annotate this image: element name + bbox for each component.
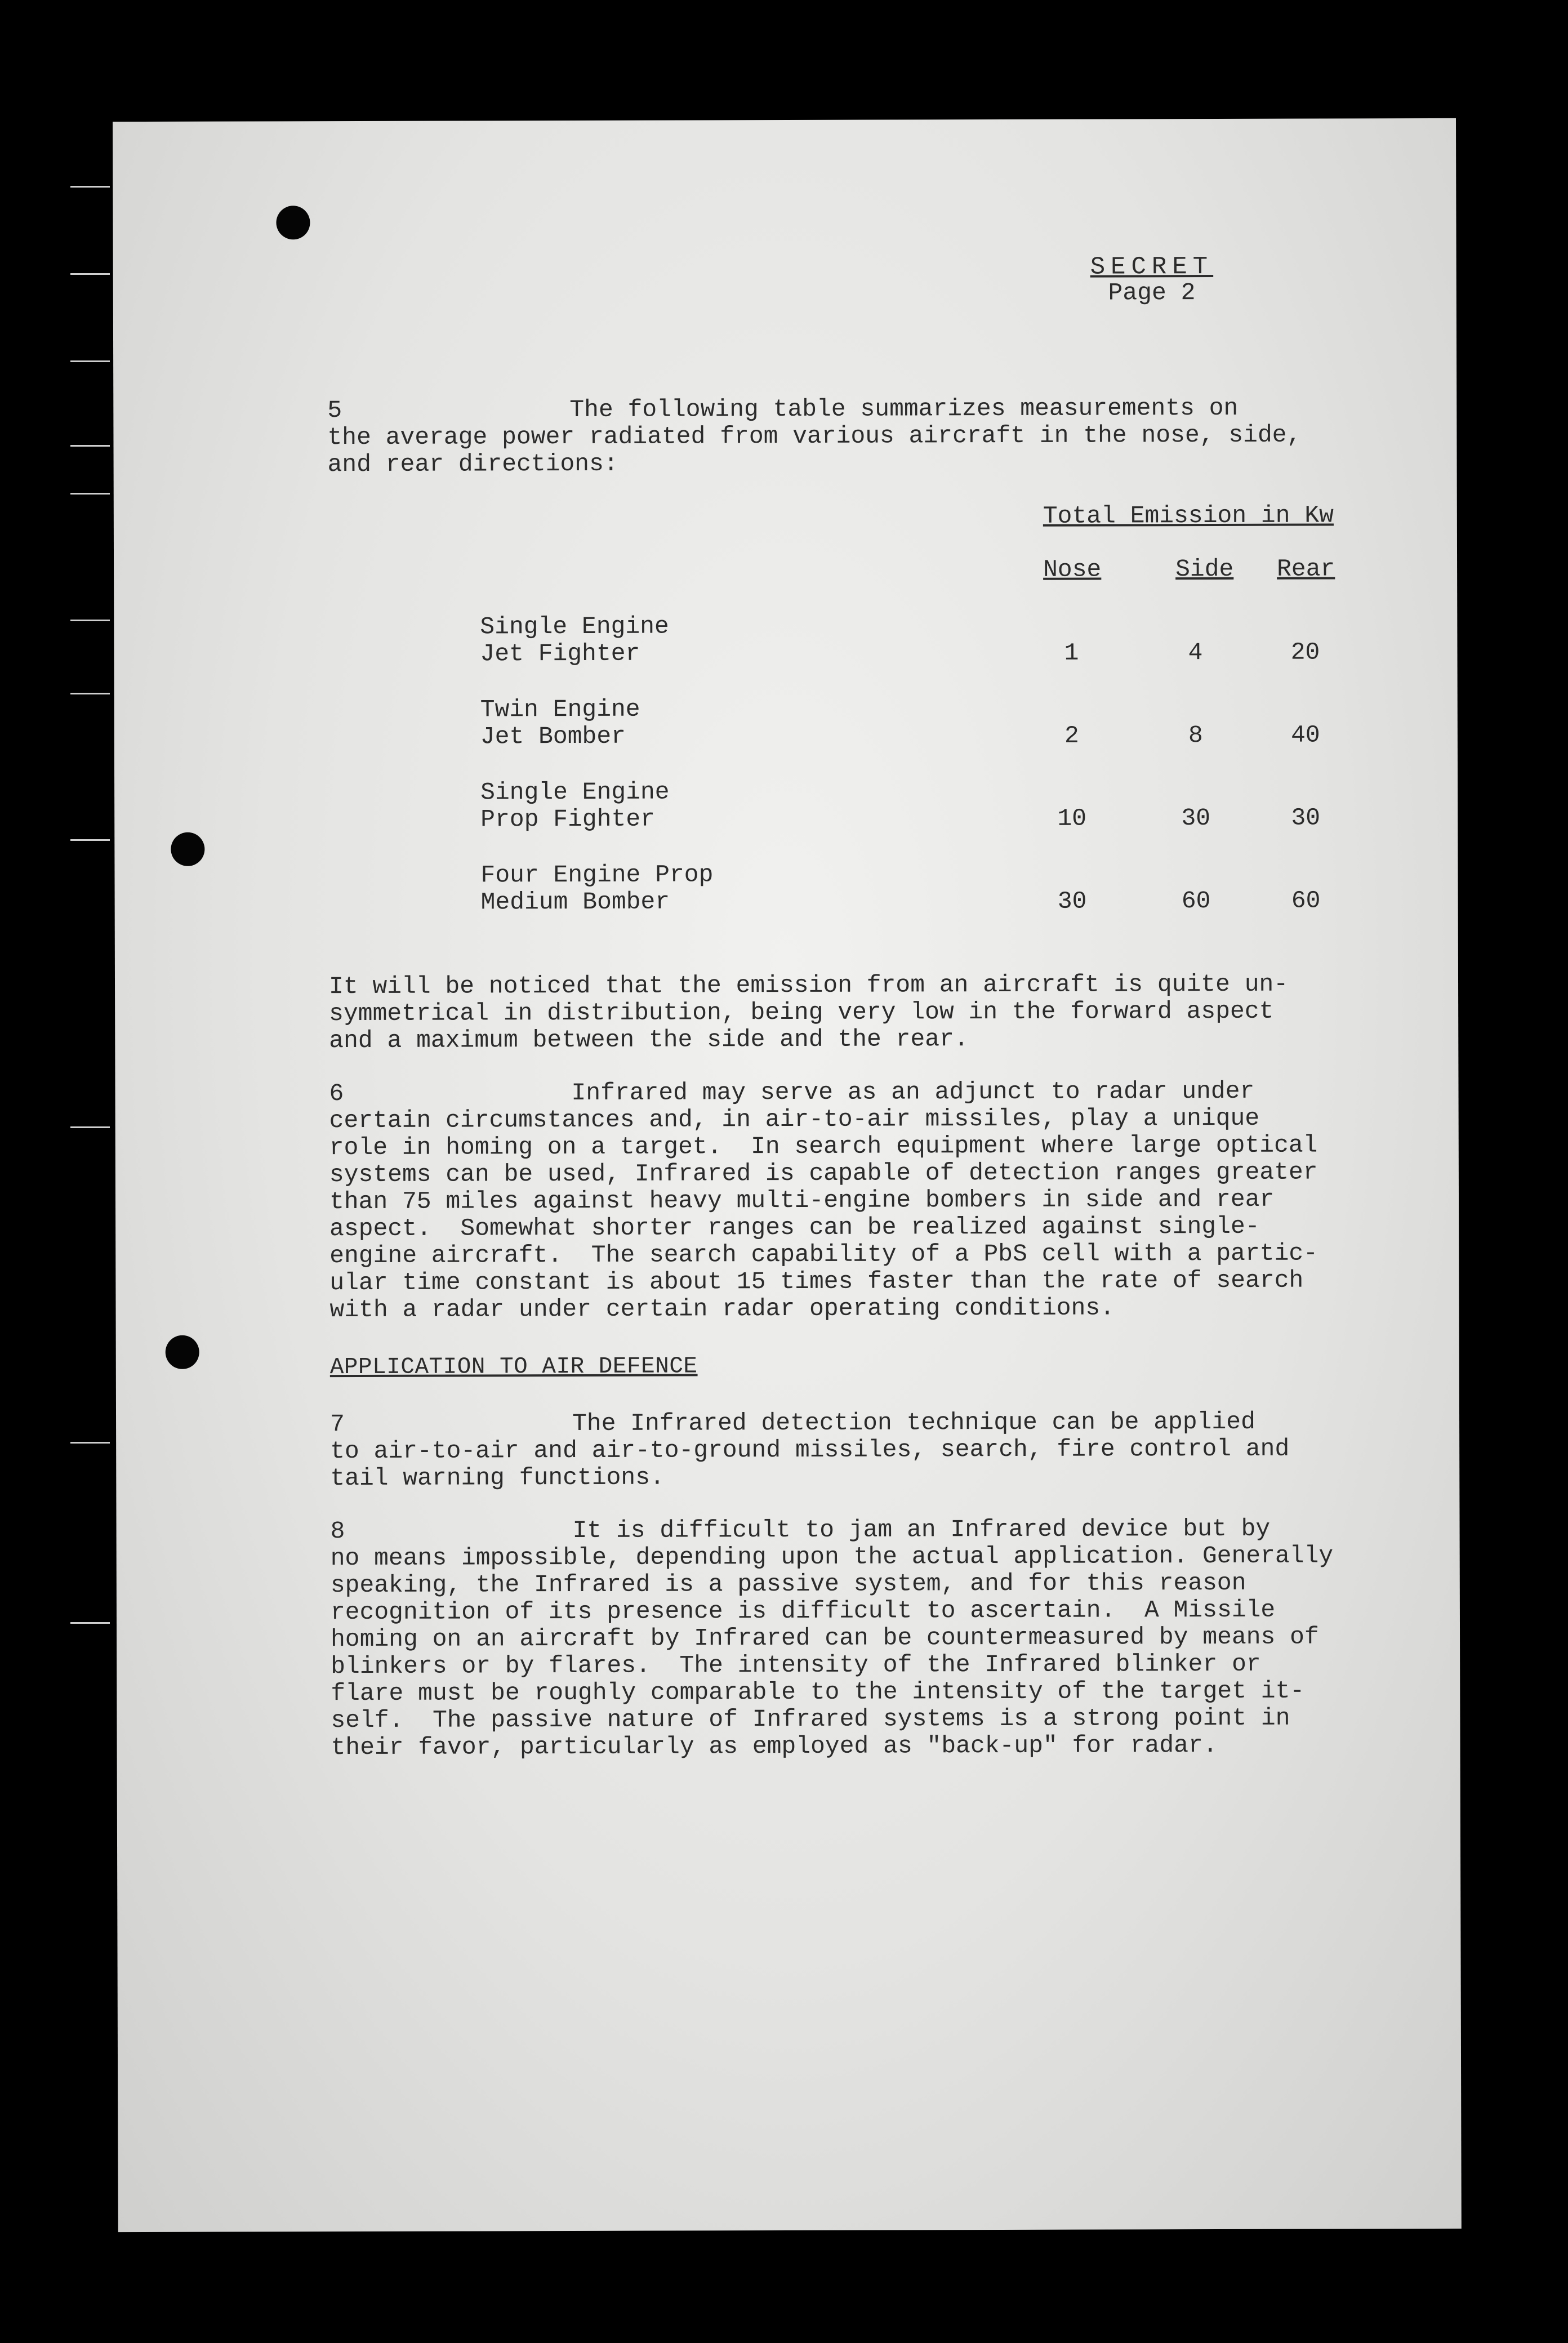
table-row [480,859,1382,918]
paragraph-line: with a radar under certain radar operating conditions. [329,1294,1115,1324]
classification-marking: SECRET [1090,253,1214,282]
paragraph-line: It will be noticed that the emission from an aircraft is quite un- [328,970,1289,1001]
paragraph-line: systems can be used, Infrared is capable of detection ranges greater [329,1158,1318,1189]
film-edge-mark [70,186,110,188]
row-label: Single Engine Jet Fighter [480,612,669,668]
page-header [1090,254,1214,306]
film-edge-mark [70,1126,110,1128]
paragraph-line: certain circumstances and, in air-to-air missiles, play a unique [329,1104,1260,1135]
paragraph-line: recognition of its presence is difficult to ascertain. A Missile [330,1596,1276,1627]
paragraph-line: The following table summarizes measurements on [569,394,1239,424]
paragraph-5 [327,394,1386,478]
paragraph-line: Infrared may serve as an adjunct to radar under [571,1077,1255,1107]
paragraph-7 [330,1408,1389,1492]
row-label: Single Engine Prop Fighter [480,778,670,834]
column-header-rear: Rear [1277,555,1335,583]
film-edge-mark [70,445,110,447]
paragraph-line: the average power radiated from various aircraft in the nose, side, [327,421,1302,452]
film-edge-mark [70,493,110,495]
column-header-nose: Nose [1043,555,1102,583]
paragraph-number: 6 [329,1080,344,1108]
film-edge-mark [70,1622,110,1624]
paragraph-line: engine aircraft. The search capability of a PbS cell with a partic- [329,1239,1318,1270]
row-label: Four Engine Prop Medium Bomber [480,861,714,916]
document-page [113,118,1462,2232]
paragraph-line: no means impossible, depending upon the actual application. Generally [330,1542,1334,1573]
table-group-header: Total Emission in Kw [1043,501,1334,530]
paragraph-line: their favor, particularly as employed as "back-up" for radar. [331,1731,1218,1762]
paragraph-number: 8 [330,1517,345,1545]
paragraph-line: blinkers or by flares. The intensity of the Infrared blinker or [331,1650,1261,1681]
cell-nose: 1 [1064,639,1079,667]
paragraph-line: self. The passive nature of Infrared systems is a strong point in [331,1704,1290,1735]
punch-hole [171,832,204,866]
punch-hole [276,206,310,239]
film-edge-mark [70,620,110,621]
paragraph-line: and a maximum between the side and the rear. [329,1025,969,1055]
emission-table [480,501,1381,916]
film-edge-mark [70,273,110,275]
paragraph-line: flare must be roughly comparable to the intensity of the target it- [331,1677,1305,1708]
table-row [480,611,1381,670]
cell-rear: 30 [1291,804,1321,832]
paragraph-number: 5 [327,397,342,425]
paragraph-line: and rear directions: [327,449,618,479]
column-header-side: Side [1175,555,1234,583]
cell-side: 30 [1181,804,1211,832]
table-row [480,777,1382,835]
paragraph-line: role in homing on a target. In search equipment where large optical [329,1131,1318,1162]
paragraph-line: The Infrared detection technique can be applied [572,1407,1255,1437]
cell-rear: 60 [1291,887,1321,915]
paragraph-after-table [329,970,1388,1054]
film-edge-mark [70,693,110,694]
paragraph-6 [329,1077,1388,1324]
cell-nose: 10 [1057,804,1087,832]
table-row [480,694,1382,752]
paragraph-line: speaking, the Infrared is a passive system, and for this reason [330,1569,1246,1600]
page-number: Page 2 [1108,279,1196,307]
paragraph-line: It is difficult to jam an Infrared device but by [572,1515,1271,1544]
paragraph-line: tail warning functions. [330,1463,665,1493]
film-edge-mark [70,360,110,362]
paragraph-line: symmetrical in distribution, being very low in the forward aspect [329,997,1274,1028]
cell-nose: 2 [1064,721,1079,750]
cell-side: 60 [1181,887,1211,915]
cell-side: 8 [1188,721,1203,750]
paragraph-line: homing on an aircraft by Infrared can be countermeasured by means of [330,1623,1319,1654]
paragraph-line: than 75 miles against heavy multi-engine bombers in side and rear [329,1185,1275,1216]
cell-nose: 30 [1057,887,1087,915]
paragraph-line: to air-to-air and air-to-ground missiles, search, fire control and [330,1435,1290,1466]
film-edge-mark [70,839,110,841]
paragraph-line: aspect. Somewhat shorter ranges can be realized against single- [329,1212,1260,1243]
punch-hole [166,1335,199,1369]
row-label: Twin Engine Jet Bomber [480,695,640,751]
cell-rear: 40 [1290,721,1320,749]
paragraph-line: ular time constant is about 15 times faster than the rate of search [329,1266,1304,1297]
section-heading: APPLICATION TO AIR DEFENCE [329,1353,698,1381]
paragraph-number: 7 [329,1410,345,1438]
paragraph-8 [330,1515,1389,1761]
cell-side: 4 [1188,639,1203,667]
cell-rear: 20 [1290,638,1320,666]
film-edge-mark [70,1442,110,1444]
